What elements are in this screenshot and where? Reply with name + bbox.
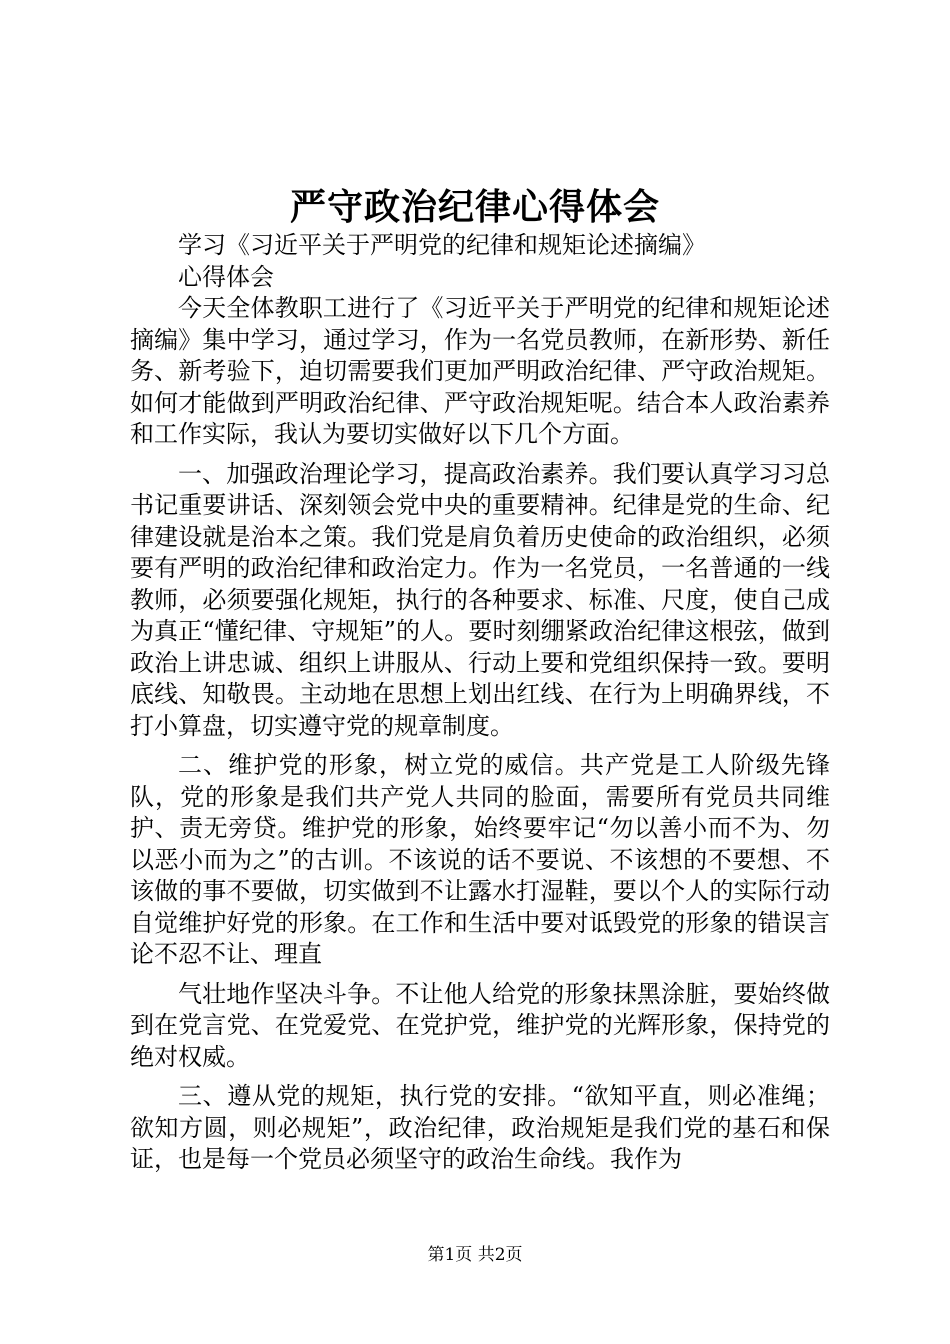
paragraph-section-2-continued: 气壮地作坚决斗争。不让他人给党的形象抹黑涂脏，要始终做到在党言党、在党爱党、在党护党，维护党的光辉形象，保持党的绝对权威。 [130,979,830,1071]
paragraph-section-3: 三、遵从党的规矩，执行党的安排。“欲知平直，则必准绳；欲知方圆，则必规矩”，政治纪律，政治规矩是我们党的基石和保证，也是每一个党员必须坚守的政治生命线。我作为 [130,1082,830,1173]
subtitle-line-2: 心得体会 [178,262,274,291]
paragraph-section-2: 二、维护党的形象，树立党的威信。共产党是工人阶级先锋队，党的形象是我们共产党人共同的脸面，需要所有党员共同维护、责无旁贷。维护党的形象，始终要牢记“勿以善小而不为、勿以恶小而为之”的古训。不该说的话不要说、不该想的不要想、不该做的事不要做，切实做到不让露水打湿鞋，要以个人的实际行动自觉维护好党的形象。在工作和生活中要对诋毁党的形象的错误言论不忍不让、理直 [130,751,830,968]
paragraph-intro: 今天全体教职工进行了《习近平关于严明党的纪律和规矩论述摘编》集中学习，通过学习，作为一名党员教师，在新形势、新任务、新考验下，迫切需要我们更加严明政治纪律、严守政治规矩。如何才能做到严明政治纪律、严守政治规矩呢。结合本人政治素养和工作实际，我认为要切实做好以下几个方面。 [130,294,830,448]
subtitle-line-1: 学习《习近平关于严明党的纪律和规矩论述摘编》 [178,231,706,259]
page-title: 严守政治纪律心得体会 [289,186,660,228]
page-number-footer: 第1页 共2页 [427,1245,523,1265]
document-body [130,230,830,1176]
paragraph-section-1: 一、加强政治理论学习，提高政治素养。我们要认真学习习总书记重要讲话、深刻领会党中央的重要精神。纪律是党的生命、纪律建设就是治本之策。我们党是肩负着历史使命的政治组织，必须要有严明的政治纪律和政治定力。作为一名党员，一名普通的一线教师，必须要强化规矩，执行的各种要求、标准、尺度，使自己成为真正“懂纪律、守规矩”的人。要时刻绷紧政治纪律这根弦，做到政治上讲忠诚、组织上讲服从、行动上要和党组织保持一致。要明底线、知敬畏。主动地在思想上划出红线、在行为上明确界线，不打小算盘，切实遵守党的规章制度。 [130,459,830,740]
